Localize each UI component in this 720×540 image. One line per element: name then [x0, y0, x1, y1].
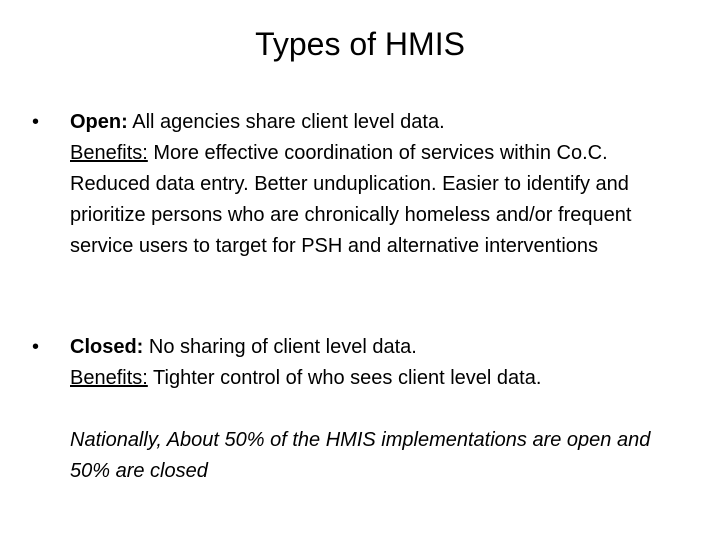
- bullet-marker: •: [32, 111, 40, 133]
- slide-title: Types of HMIS: [255, 26, 465, 62]
- benefits-label-closed: Benefits:: [70, 367, 148, 389]
- term-closed: Closed:: [70, 336, 144, 358]
- bullet-closed: [32, 332, 682, 394]
- benefits-text-open: More effective coordination of services within Co.C. Reduced data entry. Better unduplication. Easier to identify and prioritize persons who are chronically homeless and/or frequent service users to target for PSH and alternative interventions: [70, 142, 632, 257]
- description-closed: No sharing of client level data.: [148, 336, 417, 358]
- bullet-closed-body: [70, 332, 682, 394]
- national-note: Nationally, About 50% of the HMIS implementations are open and 50% are closed: [70, 429, 651, 482]
- term-open: Open:: [70, 111, 128, 133]
- bullet-open-body: [70, 107, 682, 262]
- description-open: All agencies share client level data.: [132, 111, 445, 133]
- benefits-label-open: Benefits:: [70, 142, 148, 164]
- benefits-text-closed: Tighter control of who sees client level data.: [153, 367, 542, 389]
- bullet-open: [32, 107, 682, 262]
- bullet-marker: •: [32, 336, 40, 358]
